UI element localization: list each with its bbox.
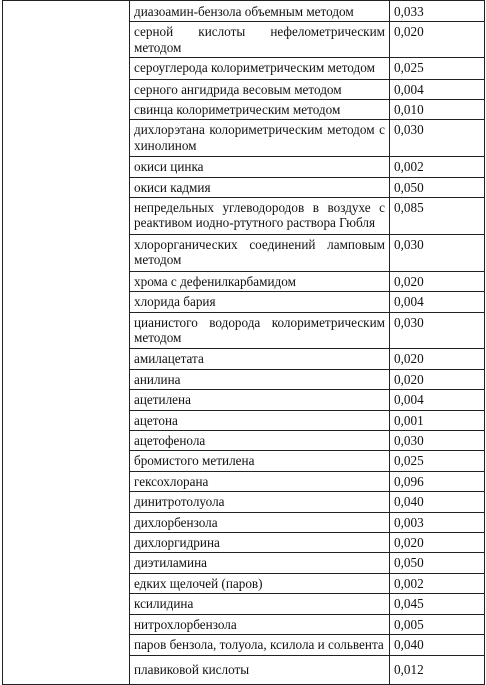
analysis-name: хрома с дефенилкарбамидом <box>130 271 390 291</box>
analysis-name: ацетона <box>130 410 390 430</box>
analysis-name: плавиковой кислоты <box>130 656 390 684</box>
analysis-name: анилина <box>130 369 390 389</box>
norm-value: 0,030 <box>390 312 485 349</box>
norm-value: 0,004 <box>390 390 485 410</box>
norm-value: 0,040 <box>390 635 485 656</box>
norm-value: 0,020 <box>390 22 485 58</box>
analysis-name: бромистого метилена <box>130 451 390 471</box>
analysis-name: серного ангидрида весовым методом <box>130 79 390 99</box>
norm-value: 0,030 <box>390 234 485 271</box>
norm-value: 0,045 <box>390 594 485 614</box>
empty-first-column <box>3 1 130 685</box>
norm-value: 0,040 <box>390 492 485 512</box>
norm-value: 0,012 <box>390 656 485 684</box>
analysis-name: ацетофенола <box>130 430 390 450</box>
norm-value: 0,085 <box>390 198 485 235</box>
analysis-name: амилацетата <box>130 349 390 369</box>
norm-value: 0,030 <box>390 430 485 450</box>
analysis-name: дихлорбензола <box>130 512 390 532</box>
norm-value: 0,004 <box>390 79 485 99</box>
norm-value: 0,033 <box>390 1 485 22</box>
norms-table <box>2 0 485 685</box>
analysis-name: цианистого водорода колориметрическим методом <box>130 312 390 349</box>
analysis-name: динитротолуола <box>130 492 390 512</box>
analysis-name: окиси кадмия <box>130 177 390 197</box>
analysis-name: ацетилена <box>130 390 390 410</box>
norms-table-body <box>3 1 485 685</box>
analysis-name: серной кислоты нефелометрическим методом <box>130 22 390 58</box>
norm-value: 0,010 <box>390 100 485 120</box>
analysis-name: диэтиламина <box>130 553 390 573</box>
analysis-name: хлорорганических соединений ламповым методом <box>130 234 390 271</box>
analysis-name: хлорида бария <box>130 292 390 312</box>
analysis-name: дихлоргидрина <box>130 532 390 552</box>
norm-value: 0,002 <box>390 573 485 593</box>
norm-value: 0,025 <box>390 58 485 79</box>
norm-value: 0,025 <box>390 451 485 471</box>
norm-value: 0,050 <box>390 553 485 573</box>
analysis-name: сероуглерода колориметрическим методом <box>130 58 390 79</box>
norm-value: 0,050 <box>390 177 485 197</box>
analysis-name: ксилидина <box>130 594 390 614</box>
norm-value: 0,005 <box>390 614 485 634</box>
norm-value: 0,020 <box>390 369 485 389</box>
analysis-name: диазоамин-бензола объемным методом <box>130 1 390 22</box>
norm-value: 0,020 <box>390 349 485 369</box>
norm-value: 0,002 <box>390 157 485 177</box>
analysis-name: свинца колориметрическим методом <box>130 100 390 120</box>
analysis-name: дихлорэтана колориметрическим методом с хинолином <box>130 120 390 157</box>
analysis-name: паров бензола, толуола, ксилола и сольвента <box>130 635 390 656</box>
norm-value: 0,030 <box>390 120 485 157</box>
analysis-name: окиси цинка <box>130 157 390 177</box>
analysis-name: нитрохлорбензола <box>130 614 390 634</box>
norm-value: 0,004 <box>390 292 485 312</box>
norm-value: 0,020 <box>390 532 485 552</box>
table-row <box>3 1 485 22</box>
analysis-name: непредельных углеводородов в воздухе с реактивом иодно-ртутного раствора Гюбля <box>130 198 390 235</box>
norm-value: 0,001 <box>390 410 485 430</box>
analysis-name: гексохлорана <box>130 471 390 491</box>
norm-value: 0,003 <box>390 512 485 532</box>
analysis-name: едких щелочей (паров) <box>130 573 390 593</box>
norm-value: 0,020 <box>390 271 485 291</box>
norm-value: 0,096 <box>390 471 485 491</box>
